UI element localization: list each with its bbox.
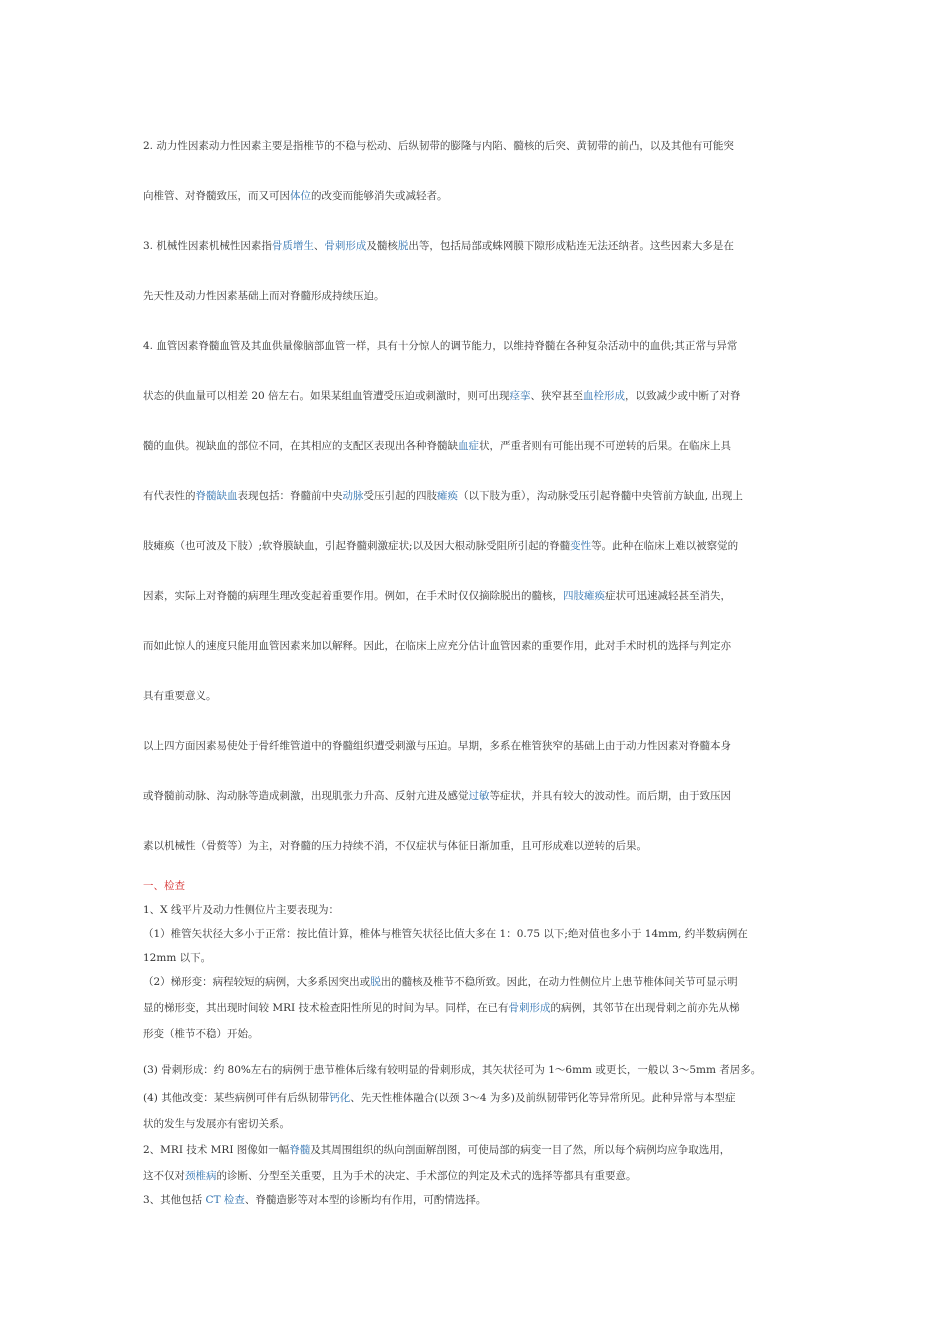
text-segment: 12mm 以下。 [143, 952, 212, 964]
text-line [143, 975, 813, 989]
text-segment: 形变（椎节不稳）开始。 [143, 1028, 259, 1040]
text-segment: 以上四方面因素易使处于骨纤维管道中的脊髓组织遭受刺激与压迫。早期，多系在椎管狭窄的基础上由于动力性因素对脊髓本身 [143, 740, 731, 752]
text-segment: 及其周围组织的纵向剖面解剖图，可使局部的病变一目了然，所以每个病例均应争取选用， [310, 1144, 731, 1156]
inline-link[interactable]: 痉挛 [509, 390, 531, 402]
text-segment: 状，严重者则有可能出现不可逆转的后果。在临床上具 [479, 440, 731, 452]
text-segment: 等症状，并具有较大的波动性。而后期，由于致压因 [489, 790, 731, 802]
text-segment: 状态的供血量可以相差 20 倍左右。如果某组血管遭受压迫或刺激时，则可出现 [143, 390, 510, 402]
text-segment: 出等，包括局部或蛛网膜下隙形成粘连无法还纳者。这些因素大多是在 [408, 240, 734, 252]
text-line [143, 839, 813, 853]
text-line [143, 789, 813, 803]
text-segment: 或脊髓前动脉、沟动脉等造成刺激，出现肌张力升高、反射亢进及感觉 [143, 790, 469, 802]
text-line [143, 489, 813, 503]
text-segment: 4. 血管因素脊髓血管及其血供量像脑部血管一样，具有十分惊人的调节能力，以维持脊髓在各种复杂活动中的血供;其正常与异常 [143, 340, 738, 352]
inline-link[interactable]: 血栓形成 [583, 390, 626, 402]
text-segment: 2、MRI 技术 MRI 图像如一幅 [143, 1144, 290, 1156]
text-segment: 症状可迅速减轻甚至消失， [605, 590, 731, 602]
text-segment: 、 [313, 240, 325, 252]
text-line [143, 389, 813, 403]
text-line [143, 951, 813, 965]
inline-link[interactable]: 瘫痪 [437, 490, 458, 502]
text-line [143, 1117, 813, 1131]
text-segment: 先天性及动力性因素基础上而对脊髓形成持续压迫。 [143, 290, 385, 302]
text-line [143, 689, 813, 703]
text-line [143, 589, 813, 603]
text-segment: 、先天性椎体融合(以颈 3～4 为多)及前纵韧带钙化等异常所见。此种异常与本型症 [350, 1092, 736, 1104]
text-segment: 的改变而能够消失或减轻者。 [311, 190, 448, 202]
text-segment: （以下肢为重），沟动脉受压引起脊髓中央管前方缺血, 出现上 [458, 490, 743, 502]
text-line [143, 139, 813, 153]
text-line [143, 1063, 813, 1077]
inline-link[interactable]: 变性 [570, 540, 592, 552]
text-segment: 的诊断、分型至关重要，且为手术的决定、手术部位的判定及术式的选择等都具有重要意。 [216, 1170, 637, 1182]
text-segment: (3) 骨刺形成：约 80%左右的病例于患节椎体后缘有较明显的骨刺形成，其矢状径可为 1～6mm 或更长，一般以 3～5mm 者居多。 [143, 1064, 762, 1076]
inline-link[interactable]: 血症 [458, 440, 479, 452]
text-line [143, 539, 813, 553]
inline-link[interactable]: 颈椎病 [185, 1170, 217, 1182]
inline-link[interactable]: CT 检查 [205, 1194, 245, 1206]
text-segment: 受压引起的四肢 [363, 490, 437, 502]
text-segment: 3、其他包括 [143, 1194, 206, 1206]
inline-link[interactable]: 骨刺形成 [324, 240, 367, 252]
text-segment: 因素，实际上对脊髓的病理生理改变起着重要作用。例如，在手术时仅仅摘除脱出的髓核， [143, 590, 563, 602]
inline-link[interactable]: 骨质增生 [271, 240, 314, 252]
text-line [143, 639, 813, 653]
text-line [143, 289, 813, 303]
inline-link[interactable]: 钙化 [329, 1092, 351, 1104]
text-segment: 状的发生与发展亦有密切关系。 [143, 1118, 290, 1130]
text-segment: （2）梯形变：病程较短的病例，大多系因突出或 [143, 976, 371, 988]
inline-link[interactable]: 四肢瘫痪 [563, 590, 605, 602]
text-line [143, 439, 813, 453]
text-segment: 有代表性的 [143, 490, 196, 502]
text-segment: 及髓核 [366, 240, 398, 252]
text-line [143, 879, 813, 893]
text-segment: 出的髓核及椎节不稳所致。因此，在动力性侧位片上患节椎体间关节可显示明 [380, 976, 738, 988]
text-segment: ，以致减少或中断了对脊 [625, 390, 741, 402]
inline-link[interactable]: 脊髓缺血 [195, 490, 238, 502]
text-line [143, 903, 813, 917]
inline-link[interactable]: 过敏 [468, 790, 490, 802]
text-segment: (4) 其他改变：某些病例可伴有后纵韧带 [143, 1092, 330, 1104]
inline-link[interactable]: 体位 [290, 190, 311, 202]
text-segment: 、狭窄甚至 [530, 390, 584, 402]
text-segment: 肢瘫痪（也可波及下肢）;软脊膜缺血，引起脊髓刺激症状;以及因大根动脉受阻所引起的脊髓 [143, 540, 571, 552]
text-line [143, 739, 813, 753]
text-segment: 表现包括：脊髓前中央 [237, 490, 343, 502]
text-segment: 等。此种在临床上难以被察觉的 [591, 540, 739, 552]
text-line [143, 1169, 813, 1183]
text-line [143, 927, 813, 941]
text-segment: 、脊髓造影等对本型的诊断均有作用，可酌情选择。 [244, 1194, 487, 1206]
text-line [143, 189, 813, 203]
text-segment: 1、X 线平片及动力性侧位片主要表现为： [143, 904, 339, 916]
text-segment: 髓的血供。视缺血的部位不同，在其相应的支配区表现出各种脊髓缺 [143, 440, 458, 452]
text-segment: 素以机械性（骨赘等）为主，对脊髓的压力持续不消，不仅症状与体征日渐加重，且可形成难以逆转的后果。 [143, 840, 647, 852]
text-segment: 而如此惊人的速度只能用血管因素来加以解释。因此，在临床上应充分估计血管因素的重要作用，此对手术时机的选择与判定亦 [143, 640, 731, 652]
text-segment: 2. 动力性因素动力性因素主要是指椎节的不稳与松动、后纵韧带的膨隆与内陷、髓核的后突、黄韧带的前凸，以及其他有可能突 [143, 140, 734, 152]
text-line [143, 1027, 813, 1041]
text-segment: 3. 机械性因素机械性因素指 [143, 240, 272, 252]
text-line [143, 239, 813, 253]
text-line [143, 339, 813, 353]
text-line [143, 1193, 813, 1207]
section-heading: 一、检查 [143, 880, 185, 892]
text-segment: 显的梯形变，其出现时间较 MRI 技术检查阳性所见的时间为早。同样，在已有 [143, 1002, 509, 1014]
text-line [143, 1143, 813, 1157]
inline-link[interactable]: 脊髓 [289, 1144, 311, 1156]
text-segment: （1）椎管矢状径大多小于正常：按比值计算，椎体与椎管矢状径比值大多在 1：0.75 以下;绝对值也多小于 14mm, 约半数病例在 [143, 928, 748, 940]
inline-link[interactable]: 动脉 [342, 490, 364, 502]
inline-link[interactable]: 脱 [397, 240, 409, 252]
inline-link[interactable]: 骨刺形成 [508, 1002, 551, 1014]
text-segment: 向椎管、对脊髓致压，而又可因 [143, 190, 290, 202]
inline-link[interactable]: 脱 [370, 976, 381, 988]
text-line [143, 1091, 813, 1105]
text-segment: 的病例，其邻节在出现骨刺之前亦先从梯 [550, 1002, 740, 1014]
text-segment: 具有重要意义。 [143, 690, 217, 702]
text-segment: 这不仅对 [143, 1170, 185, 1182]
text-line [143, 1001, 813, 1015]
